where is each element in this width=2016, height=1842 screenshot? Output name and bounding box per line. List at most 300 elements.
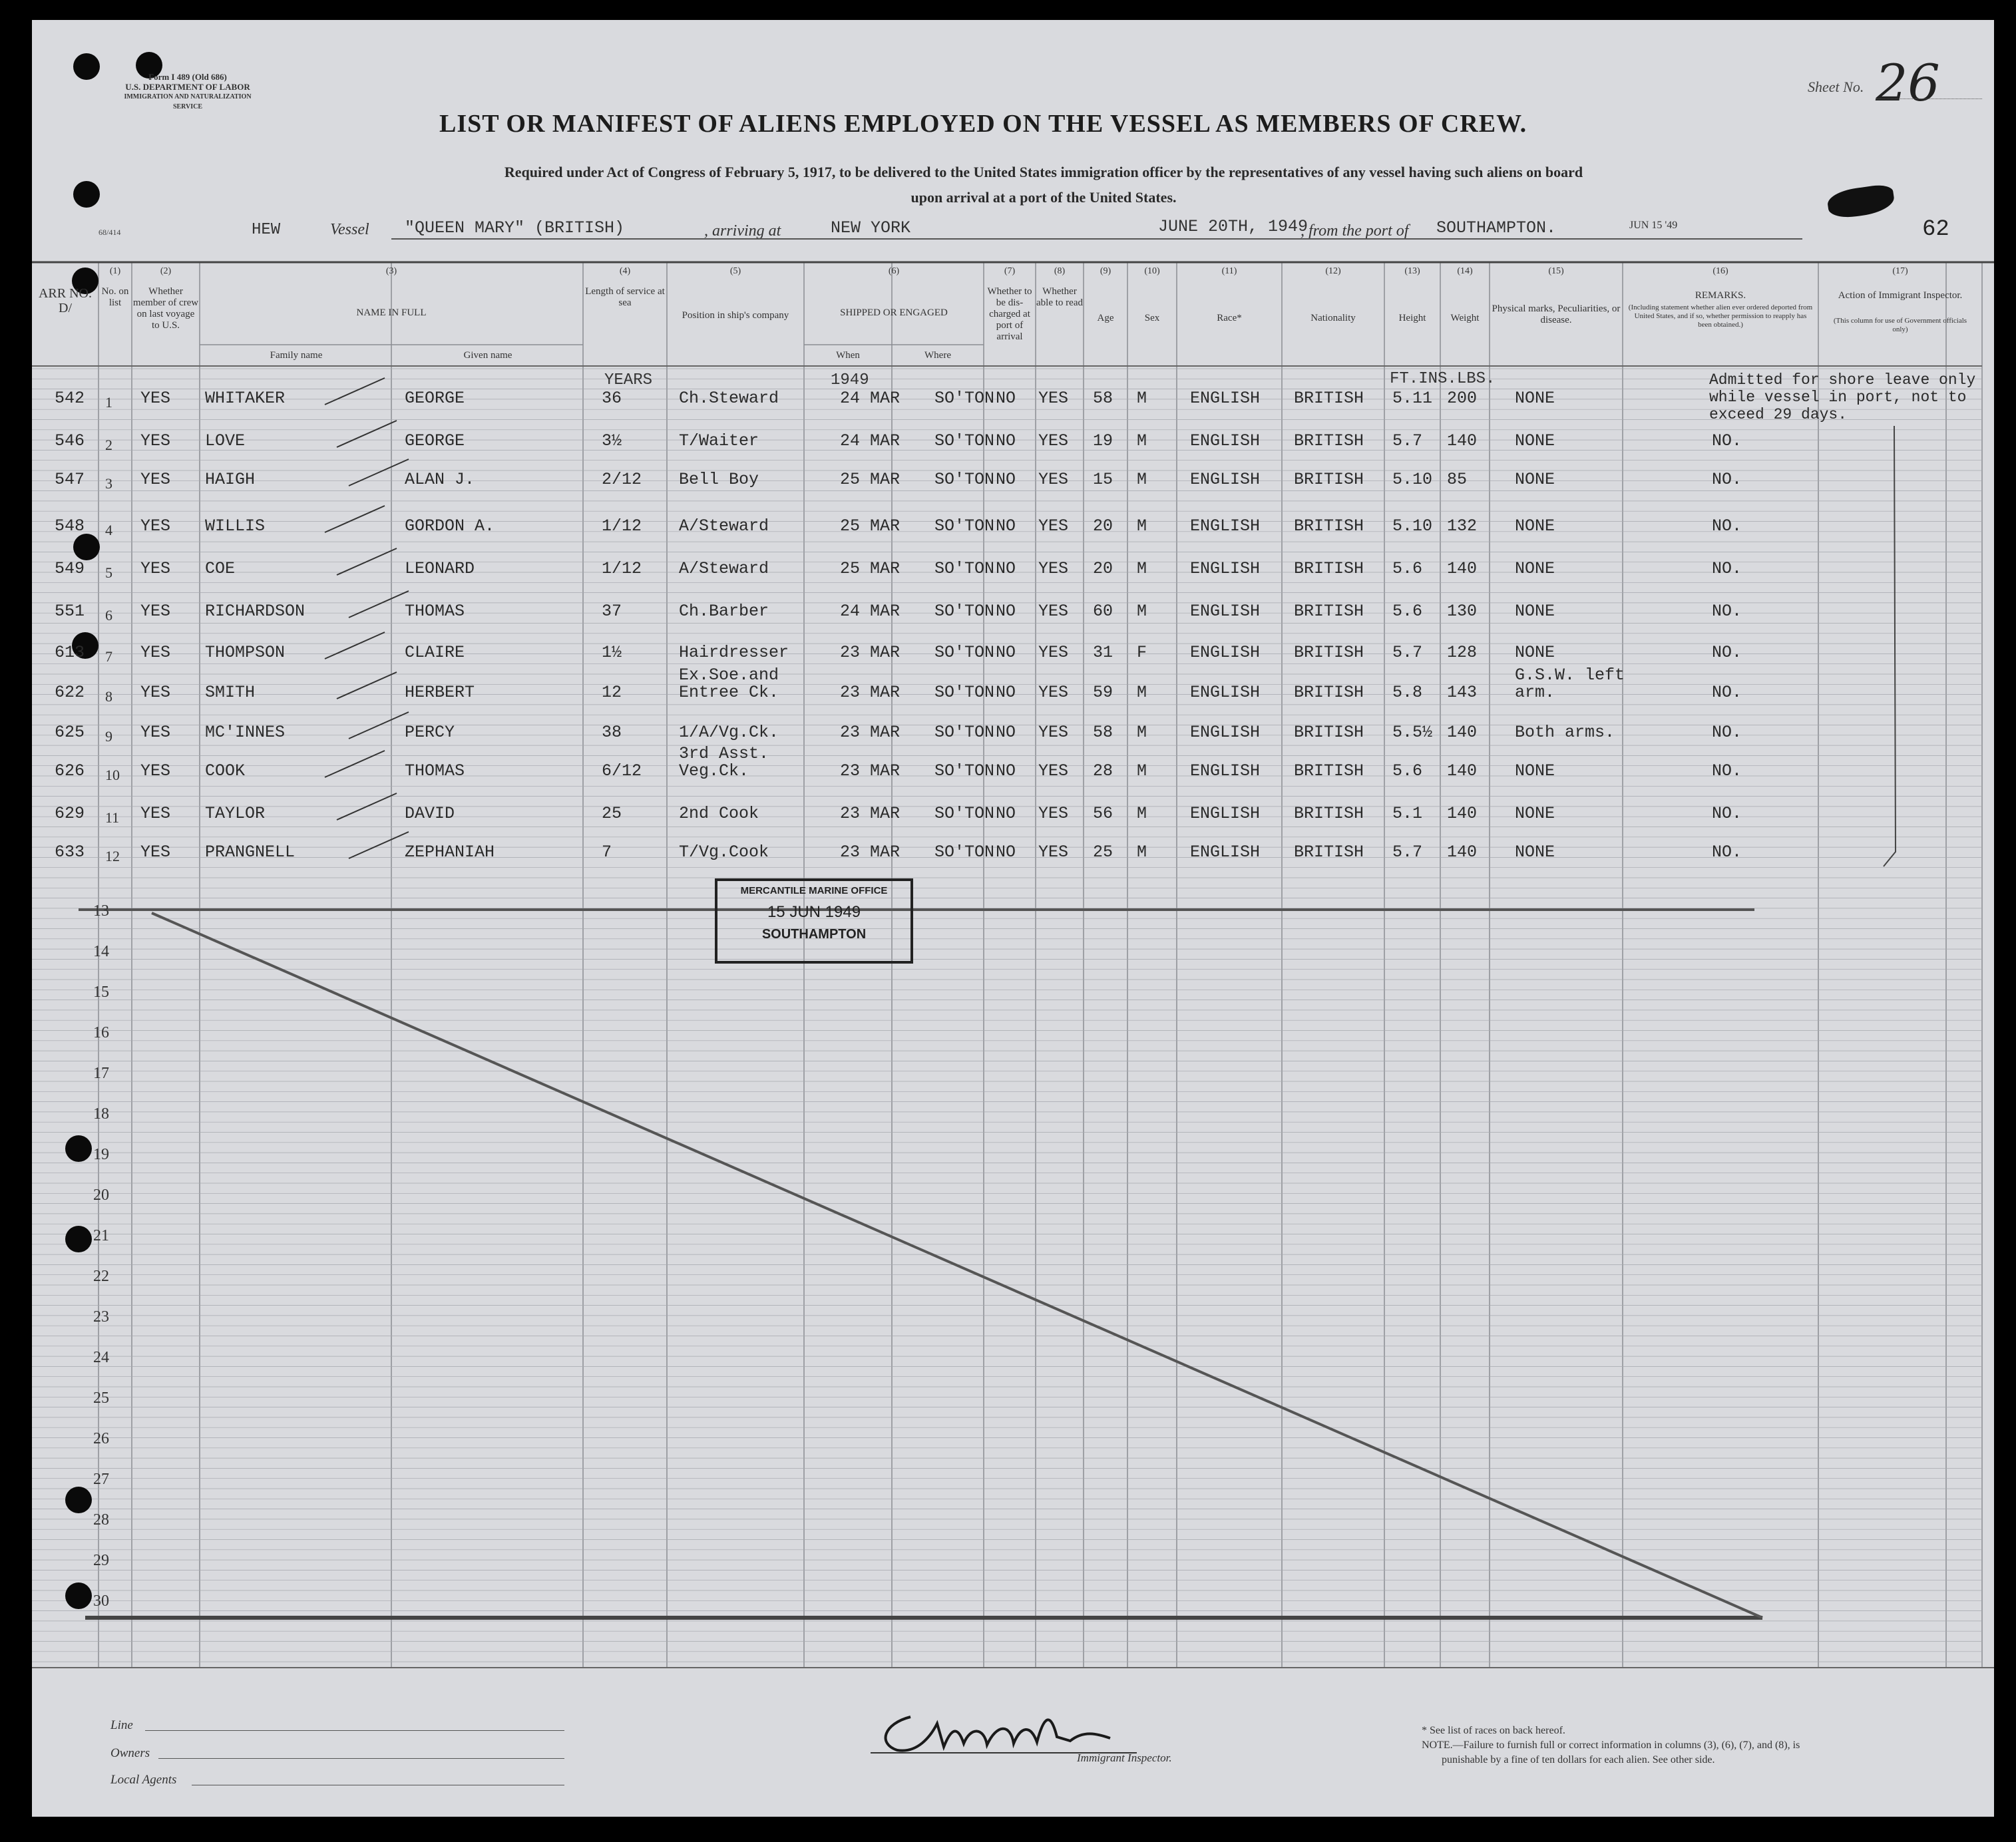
column-header-c17_note: (This column for use of Government officials only) <box>1833 317 1967 333</box>
cell-arr: 551 <box>55 602 85 621</box>
column-header-c3b: Given name <box>463 350 512 361</box>
cell-where: SO'TON <box>934 643 995 662</box>
column-header-c5: Position in ship's company <box>682 310 789 321</box>
line-number: 23 <box>93 1308 109 1326</box>
check-mark <box>325 632 385 659</box>
cell-arr: 547 <box>55 470 85 489</box>
cell-nationality: BRITISH <box>1294 804 1364 823</box>
cell-sex: M <box>1137 431 1147 451</box>
column-header-c6: SHIPPED OR ENGAGED <box>840 307 948 318</box>
cell-weight: 140 <box>1447 723 1478 742</box>
cell-family: RICHARDSON <box>205 602 305 621</box>
cell-race: ENGLISH <box>1190 516 1261 536</box>
cell-service: 6/12 <box>602 761 642 781</box>
cell-sex: M <box>1137 559 1147 578</box>
penalty-note-2: punishable by a fine of ten dollars for each alien. See other side. <box>1442 1754 1715 1765</box>
check-mark <box>337 672 397 699</box>
footer-agents-label: Local Agents <box>110 1773 177 1787</box>
cell-weight: 140 <box>1447 842 1478 862</box>
cell-marks: G.S.W. left arm. <box>1515 665 1625 702</box>
cell-family: TAYLOR <box>205 804 266 823</box>
cell-race: ENGLISH <box>1190 683 1261 702</box>
cell-no: 1 <box>105 394 112 411</box>
column-number: (3) <box>385 266 397 276</box>
line-number: 16 <box>93 1024 109 1041</box>
cell-where: SO'TON <box>934 559 995 578</box>
cell-position: T/Vg.Cook <box>679 842 769 862</box>
cell-when: 23 MAR <box>840 804 901 823</box>
column-header-c16_note: (Including statement whether alien ever ordered deported from United States, and if so, whether permission to reapply has been obtained.) <box>1628 303 1813 329</box>
remarks-shore-leave: Admitted for shore leave only while vessel in port, not to exceed 29 days. <box>1709 371 1976 423</box>
cell-position: Bell Boy <box>679 470 759 489</box>
line-number: 17 <box>93 1065 109 1082</box>
cell-where: SO'TON <box>934 431 995 451</box>
manifest-sheet <box>32 20 1994 1817</box>
column-header-c0: ARR NO. D/ <box>38 286 92 315</box>
cell-marks: NONE <box>1515 761 1555 781</box>
cell-marks: NONE <box>1515 842 1555 862</box>
cell-marks: NONE <box>1515 602 1555 621</box>
cell-race: ENGLISH <box>1190 389 1261 408</box>
cell-service: 12 <box>602 683 622 702</box>
cell-member: YES <box>140 431 171 451</box>
cell-weight: 128 <box>1447 643 1478 662</box>
cell-family: THOMPSON <box>205 643 286 662</box>
cell-when: 25 MAR <box>840 516 901 536</box>
line-number: 19 <box>93 1146 109 1163</box>
cell-arr: 546 <box>55 431 85 451</box>
cell-sex: F <box>1137 643 1147 662</box>
column-number: (12) <box>1325 266 1341 276</box>
cell-given: GEORGE <box>405 431 465 451</box>
cell-discharged: NO <box>996 559 1016 578</box>
cell-sex: M <box>1137 602 1147 621</box>
check-marks <box>32 20 1994 1817</box>
check-mark <box>337 548 397 575</box>
cell-marks: NONE <box>1515 559 1555 578</box>
cell-member: YES <box>140 643 171 662</box>
column-header-c6b: Where <box>924 350 951 361</box>
cell-when: 25 MAR <box>840 559 901 578</box>
cell-age: 20 <box>1093 559 1113 578</box>
hew-stamp: HEW <box>252 221 281 239</box>
cell-height: 5.11 <box>1392 389 1433 408</box>
cell-given: DAVID <box>405 804 455 823</box>
service-name: IMMIGRATION AND NATURALIZATION SERVICE <box>124 93 252 110</box>
cell-discharged: NO <box>996 723 1016 742</box>
cell-family: WHITAKER <box>205 389 286 408</box>
cell-nationality: BRITISH <box>1294 723 1364 742</box>
cell-sex: M <box>1137 683 1147 702</box>
column-number: (6) <box>888 266 900 276</box>
cell-read: YES <box>1038 761 1069 781</box>
cell-height: 5.7 <box>1392 431 1423 451</box>
pencil-bracket <box>1869 426 1922 885</box>
cell-weight: 85 <box>1447 470 1468 489</box>
cell-no: 2 <box>105 437 112 453</box>
cell-height: 5.5½ <box>1392 723 1433 742</box>
cell-where: SO'TON <box>934 842 995 862</box>
cell-discharged: NO <box>996 470 1016 489</box>
cell-weight: 143 <box>1447 683 1478 702</box>
cell-arr: 629 <box>55 804 85 823</box>
cell-age: 56 <box>1093 804 1113 823</box>
cell-weight: 140 <box>1447 804 1478 823</box>
subtitle-line-2: upon arrival at a port of the United States. <box>910 189 1177 206</box>
cell-service: 37 <box>602 602 622 621</box>
cell-read: YES <box>1038 723 1069 742</box>
cell-remarks: NO. <box>1712 516 1742 536</box>
department-name: U.S. DEPARTMENT OF LABOR <box>125 82 250 92</box>
races-note: * See list of races on back hereof. <box>1422 1725 1565 1736</box>
cell-nationality: BRITISH <box>1294 761 1364 781</box>
arriving-port: NEW YORK <box>831 218 911 238</box>
cell-race: ENGLISH <box>1190 602 1261 621</box>
cell-sex: M <box>1137 842 1147 862</box>
cell-discharged: NO <box>996 389 1016 408</box>
cell-marks: Both arms. <box>1515 723 1615 742</box>
column-number: (17) <box>1892 266 1908 276</box>
cell-read: YES <box>1038 559 1069 578</box>
cell-when: 24 MAR <box>840 389 901 408</box>
vessel-label: Vessel <box>330 221 369 238</box>
cell-service: 36 <box>602 389 622 408</box>
cell-race: ENGLISH <box>1190 470 1261 489</box>
column-header-c13: Height <box>1398 313 1426 323</box>
cell-where: SO'TON <box>934 804 995 823</box>
cell-marks: NONE <box>1515 804 1555 823</box>
line-number: 30 <box>93 1592 109 1610</box>
cell-member: YES <box>140 804 171 823</box>
cell-age: 60 <box>1093 602 1113 621</box>
cell-sex: M <box>1137 761 1147 781</box>
sheet-label: Sheet No. <box>1808 79 1864 95</box>
form-number: Form I 489 (Old 686) <box>148 72 227 82</box>
cell-remarks: NO. <box>1712 470 1742 489</box>
cell-position: 2nd Cook <box>679 804 759 823</box>
page-number: 62 <box>1922 217 1949 242</box>
cell-given: GORDON A. <box>405 516 495 536</box>
check-mark <box>325 751 385 777</box>
cell-given: ALAN J. <box>405 470 475 489</box>
line-number: 27 <box>93 1471 109 1488</box>
cell-height: 5.10 <box>1392 516 1433 536</box>
column-header-c6a: When <box>836 350 860 361</box>
cell-when: 23 MAR <box>840 643 901 662</box>
cell-no: 12 <box>105 848 120 864</box>
cell-read: YES <box>1038 516 1069 536</box>
cell-member: YES <box>140 389 171 408</box>
stamp-date: 15 JUN 1949 <box>767 903 861 921</box>
penalty-note-1: NOTE.—Failure to furnish full or correct information in columns (3), (6), (7), and (8), is <box>1422 1740 1800 1751</box>
cell-family: WILLIS <box>205 516 266 536</box>
cell-given: HERBERT <box>405 683 475 702</box>
arrival-date: JUNE 20TH, 1949 <box>1158 217 1309 236</box>
cell-where: SO'TON <box>934 516 995 536</box>
cell-arr: 622 <box>55 683 85 702</box>
cell-where: SO'TON <box>934 470 995 489</box>
cell-race: ENGLISH <box>1190 761 1261 781</box>
cell-position: 1/A/Vg.Ck. <box>679 723 779 742</box>
cell-age: 31 <box>1093 643 1113 662</box>
column-header-c3: NAME IN FULL <box>356 307 427 318</box>
cell-height: 5.7 <box>1392 643 1423 662</box>
cell-nationality: BRITISH <box>1294 842 1364 862</box>
line-number: 28 <box>93 1511 109 1529</box>
column-number: (7) <box>1004 266 1016 276</box>
cell-remarks: NO. <box>1712 643 1742 662</box>
cell-position: Hairdresser <box>679 643 789 662</box>
cell-family: HAIGH <box>205 470 256 489</box>
cell-when: 23 MAR <box>840 683 901 702</box>
line-number: 18 <box>93 1105 109 1123</box>
cell-member: YES <box>140 842 171 862</box>
cell-given: CLAIRE <box>405 643 465 662</box>
cell-race: ENGLISH <box>1190 723 1261 742</box>
cell-arr: 633 <box>55 842 85 862</box>
cell-where: SO'TON <box>934 761 995 781</box>
cell-sex: M <box>1137 804 1147 823</box>
cell-height: 5.6 <box>1392 761 1423 781</box>
line-number: 22 <box>93 1268 109 1285</box>
column-header-c17: Action of Immigrant Inspector. <box>1838 290 1963 301</box>
cell-position: Ch.Steward <box>679 389 779 408</box>
cell-family: COE <box>205 559 236 578</box>
cell-given: THOMAS <box>405 602 465 621</box>
footer-owners-label: Owners <box>110 1746 150 1760</box>
cell-given: GEORGE <box>405 389 465 408</box>
cell-position: Ch.Barber <box>679 602 769 621</box>
cell-weight: 132 <box>1447 516 1478 536</box>
cell-no: 8 <box>105 688 112 705</box>
cell-height: 5.7 <box>1392 842 1423 862</box>
cell-weight: 140 <box>1447 761 1478 781</box>
cell-race: ENGLISH <box>1190 643 1261 662</box>
cell-family: PRANGNELL <box>205 842 296 862</box>
cell-discharged: NO <box>996 516 1016 536</box>
cell-discharged: NO <box>996 683 1016 702</box>
cell-remarks: NO. <box>1712 842 1742 862</box>
column-header-c15: Physical marks, Peculiarities, or disease. <box>1492 303 1621 325</box>
column-header-c4: Length of service at sea <box>585 286 665 308</box>
cell-height: 5.6 <box>1392 559 1423 578</box>
cell-nationality: BRITISH <box>1294 643 1364 662</box>
cell-marks: NONE <box>1515 643 1555 662</box>
years-label: YEARS <box>604 371 653 389</box>
cell-height: 5.1 <box>1392 804 1423 823</box>
footer-owners-rule <box>158 1758 564 1759</box>
footer-line-rule <box>145 1730 564 1731</box>
mercantile-stamp <box>715 878 913 964</box>
check-mark <box>349 712 409 739</box>
cell-service: 2/12 <box>602 470 642 489</box>
sheet-number: 26 <box>1876 53 1940 112</box>
column-header-c3a: Family name <box>270 350 323 361</box>
column-header-c14: Weight <box>1450 313 1480 323</box>
cell-read: YES <box>1038 431 1069 451</box>
cell-where: SO'TON <box>934 683 995 702</box>
cell-when: 23 MAR <box>840 723 901 742</box>
cell-when: 24 MAR <box>840 602 901 621</box>
line-number: 25 <box>93 1389 109 1407</box>
cell-no: 3 <box>105 475 112 492</box>
cell-discharged: NO <box>996 804 1016 823</box>
cell-read: YES <box>1038 389 1069 408</box>
cell-when: 23 MAR <box>840 761 901 781</box>
cell-member: YES <box>140 559 171 578</box>
cell-height: 5.6 <box>1392 602 1423 621</box>
column-number: (1) <box>109 266 121 276</box>
column-header-c12: Nationality <box>1310 313 1356 323</box>
line-number: 21 <box>93 1227 109 1244</box>
cell-age: 19 <box>1093 431 1113 451</box>
cell-race: ENGLISH <box>1190 431 1261 451</box>
cell-no: 4 <box>105 522 112 538</box>
cell-given: PERCY <box>405 723 455 742</box>
cell-arr: 548 <box>55 516 85 536</box>
column-number: (8) <box>1054 266 1066 276</box>
cell-member: YES <box>140 723 171 742</box>
page-title: LIST OR MANIFEST OF ALIENS EMPLOYED ON THE VESSEL AS MEMBERS OF CREW. <box>439 110 1527 138</box>
cell-remarks: NO. <box>1712 723 1742 742</box>
cell-age: 28 <box>1093 761 1113 781</box>
column-number: (10) <box>1144 266 1160 276</box>
cell-age: 59 <box>1093 683 1113 702</box>
cell-when: 23 MAR <box>840 842 901 862</box>
cell-remarks: NO. <box>1712 431 1742 451</box>
cell-marks: NONE <box>1515 516 1555 536</box>
column-number: (15) <box>1548 266 1564 276</box>
cell-nationality: BRITISH <box>1294 683 1364 702</box>
cell-remarks: NO. <box>1712 602 1742 621</box>
form-code: 68/414 <box>99 228 121 237</box>
column-number: (16) <box>1713 266 1728 276</box>
cell-nationality: BRITISH <box>1294 431 1364 451</box>
cell-member: YES <box>140 470 171 489</box>
line-number: 14 <box>93 943 109 960</box>
column-header-c8: Whether able to read <box>1036 286 1083 308</box>
cell-weight: 140 <box>1447 431 1478 451</box>
units-label: FT.INS.LBS. <box>1390 370 1496 388</box>
cell-position: Ex.Soe.and Entree Ck. <box>679 665 779 702</box>
cell-age: 58 <box>1093 389 1113 408</box>
cell-no: 6 <box>105 607 112 624</box>
cell-race: ENGLISH <box>1190 842 1261 862</box>
check-mark <box>325 378 385 405</box>
column-header-c7: Whether to be dis-charged at port of arrival <box>987 286 1032 342</box>
arriving-label: , arriving at <box>704 222 781 240</box>
column-header-c16: REMARKS. <box>1695 290 1746 301</box>
stamp-office: MERCANTILE MARINE OFFICE <box>740 885 888 896</box>
cell-race: ENGLISH <box>1190 804 1261 823</box>
cell-race: ENGLISH <box>1190 559 1261 578</box>
check-mark <box>349 591 409 618</box>
year-label: 1949 <box>831 371 869 389</box>
cell-age: 25 <box>1093 842 1113 862</box>
cell-service: 7 <box>602 842 612 862</box>
line-number: 26 <box>93 1430 109 1447</box>
cell-no: 5 <box>105 564 112 581</box>
cell-read: YES <box>1038 470 1069 489</box>
footer-line-label: Line <box>110 1718 133 1732</box>
column-number: (5) <box>729 266 741 276</box>
line-number: 24 <box>93 1349 109 1366</box>
cell-where: SO'TON <box>934 723 995 742</box>
check-mark <box>349 832 409 858</box>
cell-position: A/Steward <box>679 559 769 578</box>
cell-discharged: NO <box>996 643 1016 662</box>
check-mark <box>349 459 409 486</box>
cell-when: 25 MAR <box>840 470 901 489</box>
cell-service: 3½ <box>602 431 622 451</box>
column-header-c10: Sex <box>1144 313 1160 323</box>
cell-service: 1/12 <box>602 559 642 578</box>
cell-read: YES <box>1038 842 1069 862</box>
cell-read: YES <box>1038 643 1069 662</box>
line-number: 29 <box>93 1552 109 1569</box>
cell-age: 20 <box>1093 516 1113 536</box>
cell-family: MC'INNES <box>205 723 286 742</box>
cell-sex: M <box>1137 389 1147 408</box>
column-number: (11) <box>1221 266 1237 276</box>
check-mark <box>337 793 397 820</box>
line-number: 13 <box>93 902 109 920</box>
cell-arr: 626 <box>55 761 85 781</box>
cell-no: 10 <box>105 767 120 783</box>
cell-nationality: BRITISH <box>1294 470 1364 489</box>
cell-discharged: NO <box>996 842 1016 862</box>
cell-service: 38 <box>602 723 622 742</box>
cell-arr: 613 <box>55 643 85 662</box>
cell-member: YES <box>140 516 171 536</box>
cell-sex: M <box>1137 470 1147 489</box>
cell-position: 3rd Asst. Veg.Ck. <box>679 744 769 781</box>
cell-service: 25 <box>602 804 622 823</box>
cell-member: YES <box>140 602 171 621</box>
cell-read: YES <box>1038 602 1069 621</box>
cell-marks: NONE <box>1515 389 1555 408</box>
cell-discharged: NO <box>996 761 1016 781</box>
column-number: (2) <box>160 266 172 276</box>
cell-position: A/Steward <box>679 516 769 536</box>
cell-marks: NONE <box>1515 431 1555 451</box>
cell-service: 1½ <box>602 643 622 662</box>
vessel-name: "QUEEN MARY" (BRITISH) <box>405 218 625 238</box>
cell-no: 9 <box>105 728 112 745</box>
cell-arr: 542 <box>55 389 85 408</box>
cell-height: 5.8 <box>1392 683 1423 702</box>
cell-position: T/Waiter <box>679 431 759 451</box>
cell-no: 7 <box>105 648 112 665</box>
cell-where: SO'TON <box>934 389 995 408</box>
cell-read: YES <box>1038 804 1069 823</box>
cell-nationality: BRITISH <box>1294 559 1364 578</box>
cell-weight: 130 <box>1447 602 1478 621</box>
cell-height: 5.10 <box>1392 470 1433 489</box>
column-header-c9: Age <box>1097 313 1114 323</box>
cell-remarks: NO. <box>1712 683 1742 702</box>
cell-age: 58 <box>1093 723 1113 742</box>
cell-given: LEONARD <box>405 559 475 578</box>
cell-discharged: NO <box>996 431 1016 451</box>
check-mark <box>337 421 397 447</box>
cell-given: ZEPHANIAH <box>405 842 495 862</box>
cell-family: LOVE <box>205 431 246 451</box>
cell-weight: 140 <box>1447 559 1478 578</box>
column-header-c2: Whether member of crew on last voyage to U.S. <box>132 286 199 331</box>
column-number: (14) <box>1457 266 1473 276</box>
column-number: (13) <box>1404 266 1420 276</box>
